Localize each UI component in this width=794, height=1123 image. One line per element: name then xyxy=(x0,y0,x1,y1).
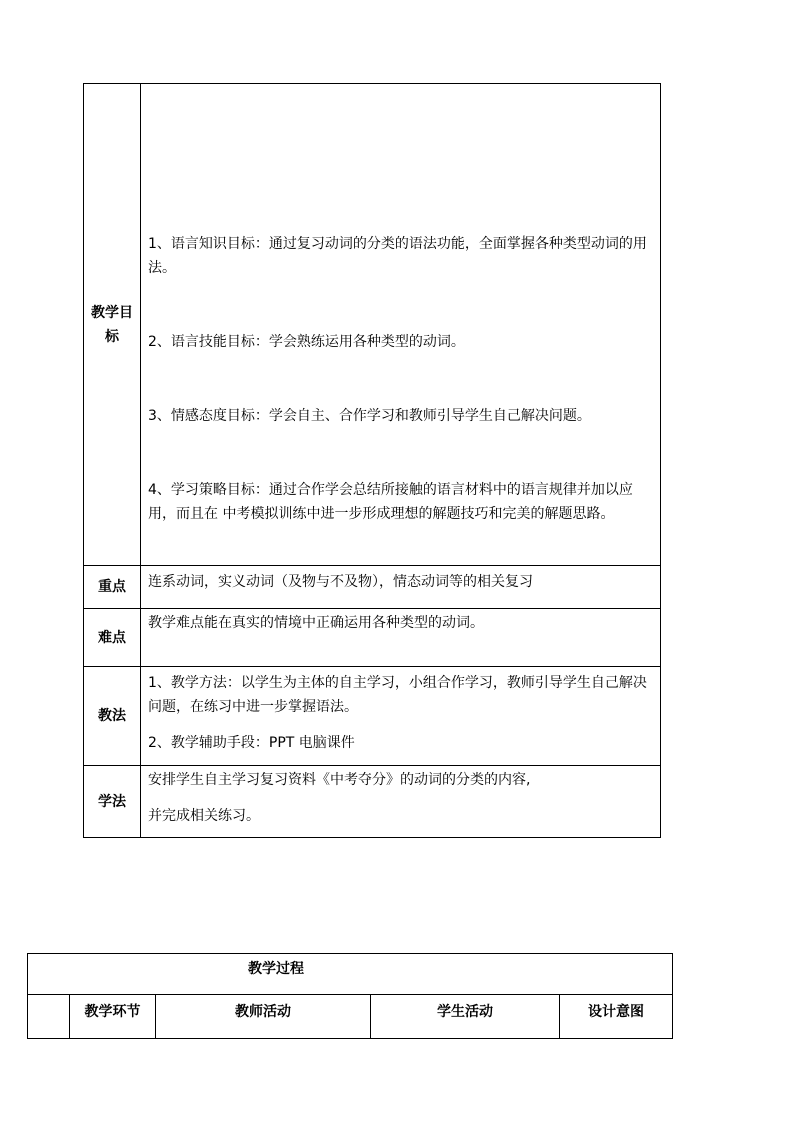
difficulties-content: 教学难点能在真实的情境中正确运用各种类型的动词。 xyxy=(141,609,661,667)
key-points-label: 重点 xyxy=(84,566,141,609)
teaching-method-label: 教法 xyxy=(84,667,141,766)
process-header-student: 学生活动 xyxy=(371,995,560,1039)
objectives-label xyxy=(84,84,141,566)
objective-item: 3、情感态度目标：学会自主、合作学习和教师引导学生自己解决问题。 xyxy=(148,408,591,424)
process-header-stage: 教学环节 xyxy=(70,995,156,1039)
difficulties-label: 难点 xyxy=(84,609,141,667)
learning-method-label: 学法 xyxy=(84,766,141,838)
process-header-intent: 设计意图 xyxy=(560,995,673,1039)
process-header-blank xyxy=(28,995,70,1039)
objective-item: 4、学习策略目标：通过合作学会总结所接触的语言材料中的语言规律并加以应用，而且在 中考模拟训练中进一步形成理想的解题技巧和完美的解题思路。 xyxy=(148,482,633,522)
process-header-row xyxy=(28,995,673,1039)
teaching-process-table xyxy=(27,953,673,1039)
objective-item: 2、语言技能目标：学会熟练运用各种类型的动词。 xyxy=(148,334,465,350)
objective-item: 1、语言知识目标：通过复习动词的分类的语法功能，全面掌握各种类型动词的用法。 xyxy=(148,236,647,276)
learning-method-content xyxy=(141,766,661,838)
process-title: 教学过程 xyxy=(28,954,673,995)
lesson-plan-table xyxy=(83,83,661,838)
learning-method-row xyxy=(84,766,661,838)
learning-method-line: 安排学生自主学习复习资料《中考夺分》的动词的分类的内容, xyxy=(148,772,531,788)
objectives-row xyxy=(84,84,661,566)
teaching-method-line: 2、教学辅助手段：PPT 电脑课件 xyxy=(148,735,355,751)
process-title-row xyxy=(28,954,673,995)
teaching-method-line: 1、教学方法：以学生为主体的自主学习，小组合作学习，教师引导学生自己解决问题，在练习中进一步掌握语法。 xyxy=(148,675,647,715)
objectives-label-text: 教学目标 xyxy=(91,304,133,345)
objectives-content xyxy=(141,84,661,566)
learning-method-line: 并完成相关练习。 xyxy=(148,808,260,824)
difficulties-row xyxy=(84,609,661,667)
key-points-content: 连系动词，实义动词（及物与不及物），情态动词等的相关复习 xyxy=(141,566,661,609)
key-points-row xyxy=(84,566,661,609)
process-header-teacher: 教师活动 xyxy=(156,995,371,1039)
teaching-method-content xyxy=(141,667,661,766)
teaching-method-row xyxy=(84,667,661,766)
